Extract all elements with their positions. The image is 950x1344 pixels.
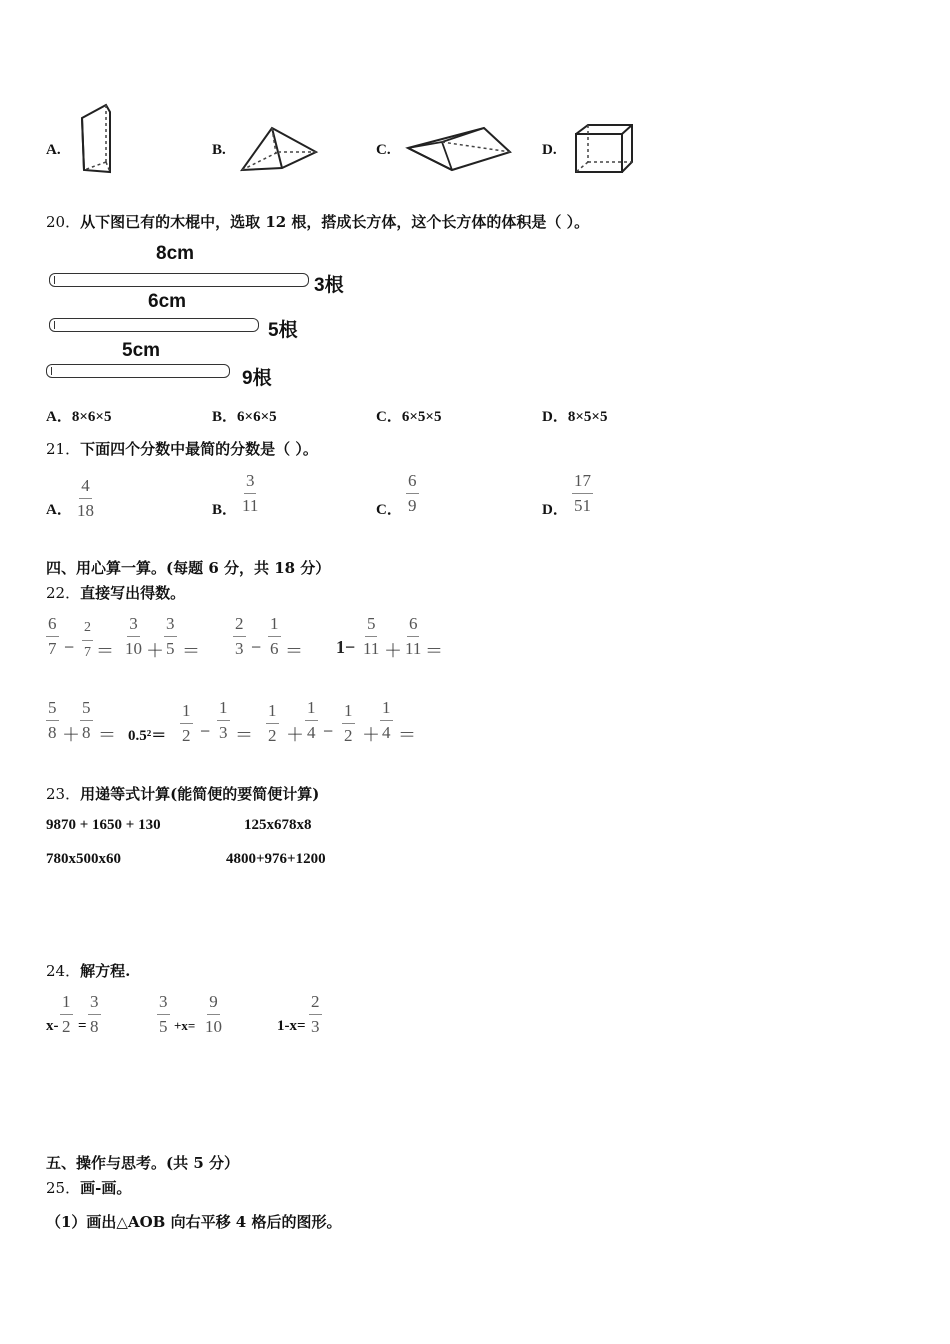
q22-r2-e4-op2: − (323, 721, 334, 741)
q22-question (46, 582, 185, 603)
stick-8cm-length: 8cm (156, 243, 195, 264)
q21-option-d-label[interactable]: D． (542, 502, 568, 518)
q20-number: 20． (46, 213, 81, 231)
q22-r1-e3-eq: ＝ (285, 641, 303, 661)
q22-r1-e2-frac-a: $\frac{3}{10}$ (125, 614, 142, 658)
q22-number: 22． (46, 584, 81, 602)
q22-r1-e4-eq: ＝ (425, 641, 443, 661)
q23-question (46, 783, 319, 804)
q24-e3-frac-a: $\frac{2}{3}$ (311, 992, 320, 1036)
pyramid-b-figure (238, 124, 320, 176)
q21-number: 21． (46, 440, 81, 458)
q22-r2-e4-op1: ＋ (286, 725, 304, 745)
q24-e2-mid: +x= (174, 1018, 196, 1033)
q22-r1-e4-frac-a: $\frac{5}{11}$ (363, 614, 380, 658)
q22-r2-e1-frac-b: $\frac{5}{8}$ (82, 698, 91, 742)
q24-e2-frac-a: $\frac{3}{5}$ (159, 992, 168, 1036)
option-d-label: D. (542, 142, 557, 158)
q22-r2-e4-frac-b: $\frac{1}{4}$ (307, 698, 316, 742)
stick-8cm (49, 273, 309, 287)
q24-number: 24． (46, 962, 81, 980)
q20-option-b[interactable]: B．6×6×5 (212, 409, 277, 425)
q22-r1-e3-frac-a: $\frac{2}{3}$ (235, 614, 244, 658)
q21-question (46, 438, 318, 459)
q21-option-c-fraction: $\frac{6}{9}$ (408, 471, 417, 515)
q23-number: 23． (46, 785, 81, 803)
q25-text: 画-画。 (80, 1179, 132, 1197)
q24-e1-eq: = (78, 1018, 87, 1034)
stick-6cm (49, 318, 259, 332)
stick-5cm-length: 5cm (122, 340, 161, 361)
option-b-label: B. (212, 142, 226, 158)
q22-r2-e4-frac-d: $\frac{1}{4}$ (382, 698, 391, 742)
q22-r2-e1-frac-a: $\frac{5}{8}$ (48, 698, 57, 742)
q23-item-1: 9870 + 1650 + 130 (46, 817, 161, 833)
q24-e3-lead: 1-x= (277, 1018, 306, 1034)
q22-r1-e1-op: − (64, 637, 75, 657)
q22-r2-e1-eq: ＝ (98, 725, 116, 745)
stick-8cm-count: 3根 (314, 275, 344, 296)
section-5-title: 五、操作与思考。(共 5 分） (46, 1154, 239, 1172)
q24-e1-lead: x- (46, 1018, 59, 1034)
q22-r1-e4-frac-b: $\frac{6}{11}$ (405, 614, 422, 658)
q22-r2-e3-frac-a: $\frac{1}{2}$ (182, 701, 191, 745)
cube-d-figure (572, 122, 636, 178)
q22-r2-e4-frac-a: $\frac{1}{2}$ (268, 701, 277, 745)
q22-r2-e3-op: − (200, 721, 211, 741)
q24-e1-frac-a: $\frac{1}{2}$ (62, 992, 71, 1036)
q22-r2-e3-eq: ＝ (235, 725, 253, 745)
stick-5cm (46, 364, 230, 378)
q24-e1-frac-b: $\frac{3}{8}$ (90, 992, 99, 1036)
section-4-title: 四、用心算一算。(每题 6 分，共 18 分） (46, 559, 331, 577)
q20-option-c[interactable]: C．6×5×5 (376, 409, 442, 425)
q24-text: 解方程. (80, 962, 131, 980)
q21-option-b-fraction: $\frac{3}{11}$ (242, 471, 259, 515)
q21-text: 下面四个分数中最简的分数是（ ）。 (80, 440, 318, 458)
q20-question (46, 211, 589, 232)
q20-option-d[interactable]: D．8×5×5 (542, 409, 608, 425)
q24-question (46, 960, 130, 981)
q22-r1-e1-frac-b: $\frac{2}{7}$ (84, 620, 91, 660)
q23-item-3: 780x500x60 (46, 851, 121, 867)
q22-r2-e1-op: ＋ (62, 725, 80, 745)
q22-r1-e2-frac-b: $\frac{3}{5}$ (166, 614, 175, 658)
q22-r1-e3-frac-b: $\frac{1}{6}$ (270, 614, 279, 658)
q25-number: 25． (46, 1179, 81, 1197)
q22-r1-e2-op: ＋ (146, 641, 164, 661)
q24-e2-frac-b: $\frac{9}{10}$ (205, 992, 222, 1036)
q22-r1-e4-lead: 1− (336, 637, 356, 657)
option-c-label: C. (376, 142, 391, 158)
q25-question (46, 1177, 131, 1198)
q20-text: 从下图已有的木棍中，选取 12 根，搭成长方体，这个长方体的体积是（ ）。 (80, 213, 590, 231)
q21-option-a-label[interactable]: A． (46, 502, 72, 518)
q21-option-d-fraction: $\frac{17}{51}$ (574, 471, 591, 515)
q22-r1-e4-op: ＋ (384, 641, 402, 661)
q22-r1-e2-eq: ＝ (182, 641, 200, 661)
q23-item-4: 4800+976+1200 (226, 851, 326, 867)
q22-r2-e3-frac-b: $\frac{1}{3}$ (219, 698, 228, 742)
prism-a-figure (76, 100, 116, 178)
stick-6cm-count: 5根 (268, 320, 298, 341)
q22-r2-e4-frac-c: $\frac{1}{2}$ (344, 701, 353, 745)
q22-r1-e1-frac-a: $\frac{6}{7}$ (48, 614, 57, 658)
q21-option-b-label[interactable]: B． (212, 502, 238, 518)
q23-text: 用递等式计算(能简便的要简便计算) (80, 785, 320, 803)
q21-option-c-label[interactable]: C． (376, 502, 402, 518)
q22-text: 直接写出得数。 (80, 584, 186, 602)
q22-r1-e1-eq: ＝ (96, 641, 114, 661)
q21-option-a-fraction: $\frac{4}{18}$ (77, 476, 94, 520)
q20-option-a[interactable]: A．8×6×5 (46, 409, 112, 425)
q22-r2-e2-expression: 0.5²＝ (128, 728, 167, 744)
q25-sub-question: （1）画出△AOB 向右平移 4 格后的图形。 (46, 1213, 342, 1231)
q22-r2-e4-op3: ＋ (362, 725, 380, 745)
q23-item-2: 125x678x8 (244, 817, 312, 833)
stick-5cm-count: 9根 (242, 368, 272, 389)
option-a-label: A. (46, 142, 61, 158)
stick-6cm-length: 6cm (148, 291, 187, 312)
prism-c-figure (404, 124, 514, 176)
q22-r2-e4-eq: ＝ (398, 725, 416, 745)
q22-r1-e3-op: − (251, 637, 262, 657)
